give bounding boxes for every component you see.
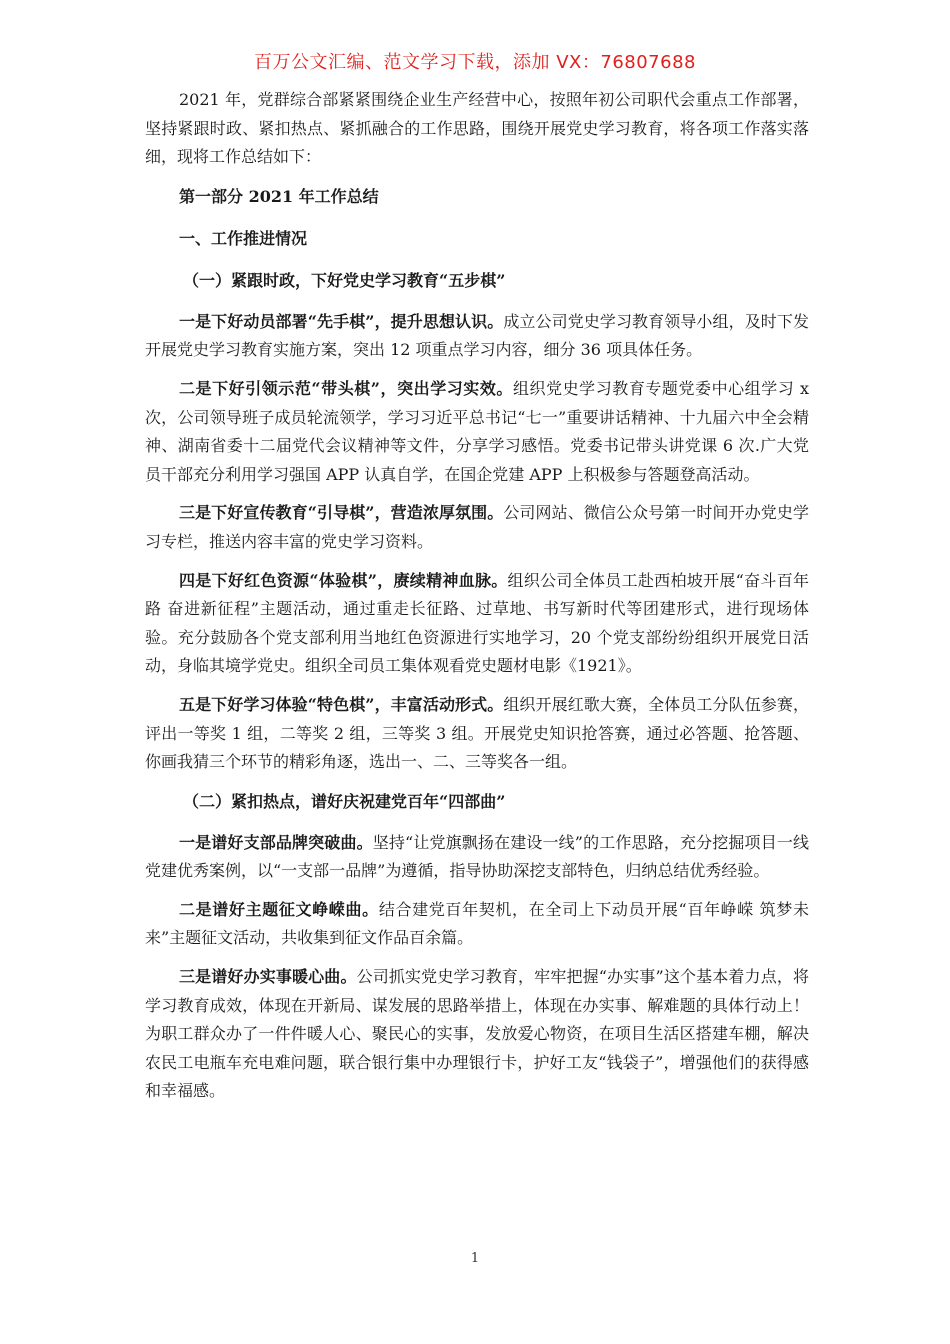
document-body <box>145 86 809 1116</box>
paragraph-text: 组织开展红歌大赛，全体员工分队伍参赛，评出一等奖 1 组，二等奖 2 组，三等奖 3 组。开展党史知识抢答赛，通过必答题、抢答题、你画我猜三个环节的精彩角逐，选出一、二、三等奖各一组。 <box>145 694 809 772</box>
subsection-title-1: （一）紧跟时政，下好党史学习教育“五步棋” <box>183 270 506 290</box>
paragraph-lead: 一是谱好支部品牌突破曲。 <box>179 832 373 852</box>
paragraph-item <box>145 375 809 489</box>
paragraph-lead: 四是下好红色资源“体验棋”，赓续精神血脉。 <box>179 570 508 590</box>
intro-paragraph: 2021 年，党群综合部紧紧围绕企业生产经营中心，按照年初公司职代会重点工作部署，坚持紧跟时政、紧扣热点、紧抓融合的工作思路，围绕开展党史学习教育，将各项工作落实落细，现将工作总结如下： <box>145 90 809 167</box>
paragraph-lead: 二是谱好主题征文峥嵘曲。 <box>179 899 379 919</box>
paragraph-item <box>145 829 809 886</box>
subsection-title-2: （二）紧扣热点，谱好庆祝建党百年“四部曲” <box>183 791 506 811</box>
paragraph-lead: 二是下好引领示范“带头棋”，突出学习实效。 <box>179 378 513 398</box>
paragraph-item <box>145 567 809 681</box>
part-title: 第一部分 2021 年工作总结 <box>179 186 379 206</box>
paragraph-text: 组织党史学习教育专题党委中心组学习 x 次，公司领导班子成员轮流领学，学习习近平总书记“七一”重要讲话精神、十九届六中全会精神、湖南省委十二届党代会议精神等文件，分享学习感悟。党委书记带头讲党课 6 次.广大党员干部充分利用学习强国 APP 认真自学，在国企党建 APP 上积极参与答题登高活动。 <box>145 378 809 484</box>
paragraph-text: 坚持“让党旗飘扬在建设一线”的工作思路，充分挖掘项目一线党建优秀案例，以“一支部一品牌”为遵循，指导协助深挖支部特色，归纳总结优秀经验。 <box>145 832 809 881</box>
paragraph-text: 公司抓实党史学习教育，牢牢把握“办实事”这个基本着力点，将学习教育成效，体现在开新局、谋发展的思路举措上，体现在办实事、解难题的具体行动上！为职工群众办了一件件暖人心、聚民心的实事，发放爱心物资，在项目生活区搭建车棚，解决农民工电瓶车充电难问题，联合银行集中办理银行卡，护好工友“钱袋子”，增强他们的获得感和幸福感。 <box>145 967 809 1101</box>
paragraph-item <box>145 499 809 556</box>
paragraph-lead: 三是下好宣传教育“引导棋”，营造浓厚氛围。 <box>179 503 504 523</box>
paragraph-lead: 三是谱好办实事暖心曲。 <box>179 967 357 987</box>
paragraph-item <box>145 308 809 365</box>
paragraph-lead: 一是下好动员部署“先手棋”，提升思想认识。 <box>179 311 504 331</box>
header-banner: 百万公文汇编、范文学习下载，添加 VX：76807688 <box>254 52 696 73</box>
section-title: 一、工作推进情况 <box>179 228 308 248</box>
paragraph-item <box>145 691 809 777</box>
paragraph-text: 结合建党百年契机，在全司上下动员开展“百年峥嵘 筑梦未来”主题征文活动，共收集到征文作品百余篇。 <box>145 899 809 948</box>
paragraph-text: 公司网站、微信公众号第一时间开办党史学习专栏，推送内容丰富的党史学习资料。 <box>145 503 809 551</box>
paragraph-lead: 五是下好学习体验“特色棋”，丰富活动形式。 <box>179 694 504 714</box>
paragraph-text: 组织公司全体员工赴西柏坡开展“奋斗百年路 奋进新征程”主题活动，通过重走长征路、过草地、书写新时代等团建形式，进行现场体验。充分鼓励各个党支部利用当地红色资源进行实地学习，20 个党支部纷纷组织开展党日活动，身临其境学党史。组织全司员工集体观看党史题材电影《1921》。 <box>145 570 809 676</box>
page-number: 1 <box>470 1251 480 1266</box>
paragraph-text: 成立公司党史学习教育领导小组，及时下发开展党史学习教育实施方案，突出 12 项重点学习内容，细分 36 项具体任务。 <box>145 311 809 360</box>
paragraph-item <box>145 963 809 1106</box>
paragraph-item <box>145 896 809 953</box>
